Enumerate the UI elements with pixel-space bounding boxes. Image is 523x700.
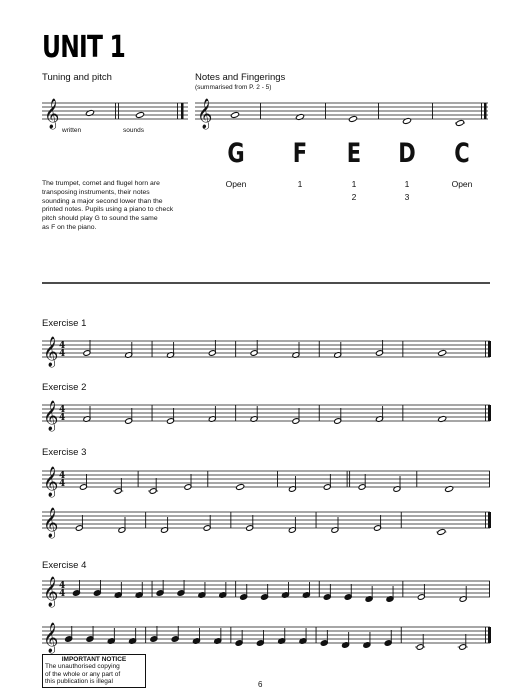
whole-note	[230, 111, 239, 118]
bar-line	[401, 512, 402, 528]
fingerings-heading: Notes and Fingerings	[195, 72, 286, 83]
unit-title: UNIT 1	[42, 30, 126, 65]
bar-line	[152, 581, 153, 597]
treble-clef-icon: 𝄞	[43, 623, 59, 653]
whole-note	[135, 111, 144, 118]
bar-line	[489, 581, 490, 597]
bar-line	[489, 471, 490, 487]
bar-line	[416, 471, 417, 487]
bar-line	[319, 581, 320, 597]
tuning-heading: Tuning and pitch	[42, 72, 112, 83]
fingering-line: Open	[451, 179, 473, 189]
time-signature-top: 4	[59, 581, 66, 591]
written-label: written	[62, 127, 82, 134]
fingering-line: 1	[297, 179, 303, 189]
whole-note	[455, 119, 464, 126]
text-line: sounding a major second lower than the	[42, 197, 163, 205]
bar-line	[260, 103, 261, 119]
sounds-label: sounds	[123, 127, 144, 134]
whole-note	[437, 528, 446, 535]
copyright-notice	[42, 654, 146, 688]
bar-line	[316, 512, 317, 528]
bar-line	[235, 581, 236, 597]
bar-line	[319, 341, 320, 357]
text-line: pitch should play G to sound the same	[42, 215, 158, 223]
bar-line	[481, 103, 482, 119]
time-signature-bottom: 4	[59, 589, 66, 599]
whole-note	[438, 349, 447, 356]
bar-line	[230, 512, 231, 528]
fingering-line: 3	[404, 191, 410, 202]
text-line: transposing instruments, their notes	[42, 188, 150, 196]
notice-line: The unauthorised copying	[45, 663, 120, 671]
bar-line	[277, 471, 278, 487]
exercise-1-label: Exercise 1	[42, 318, 87, 329]
treble-clef-icon: 𝄞	[44, 99, 60, 129]
fingering-line: Open	[225, 179, 247, 189]
treble-clef-icon: 𝄞	[43, 467, 59, 497]
notice-line: of the whole or any part of	[45, 670, 121, 678]
bar-line	[115, 103, 116, 119]
note-letter-e: E	[346, 138, 362, 169]
bar-line	[319, 405, 320, 421]
bar-line	[235, 405, 236, 421]
note-letter-d: D	[398, 138, 416, 169]
fingering-line: 1	[404, 179, 410, 189]
fingerings-subheading: (summarised from P. 2 - 5)	[195, 84, 272, 91]
bar-line	[402, 405, 403, 421]
treble-clef-icon: 𝄞	[197, 99, 213, 129]
time-signature-bottom: 4	[59, 479, 66, 489]
treble-clef-icon: 𝄞	[43, 401, 59, 431]
note-letter-g: G	[227, 138, 245, 169]
whole-note	[85, 109, 94, 116]
whole-note	[236, 483, 245, 490]
bar-line	[485, 627, 486, 643]
bar-line	[325, 103, 326, 119]
exercise-2-label: Exercise 2	[42, 382, 87, 393]
bar-line	[432, 103, 433, 119]
page-number: 6	[258, 680, 263, 689]
bar-line	[488, 405, 491, 421]
whole-note	[295, 113, 304, 120]
fingering-line: 1	[351, 179, 357, 189]
treble-clef-icon: 𝄞	[43, 508, 59, 538]
bar-line	[152, 341, 153, 357]
note-letter-f: F	[292, 138, 308, 169]
bar-line	[378, 103, 379, 119]
bar-line	[145, 627, 146, 643]
bar-line	[488, 341, 491, 357]
notice-line: this publication is illegal	[45, 678, 113, 686]
bar-line	[402, 341, 403, 357]
bar-line	[484, 103, 487, 119]
bar-line	[349, 471, 350, 487]
exercise-4-label: Exercise 4	[42, 560, 87, 571]
bar-line	[145, 512, 146, 528]
whole-note	[438, 415, 447, 422]
text-line: as F on the piano.	[42, 224, 97, 232]
time-signature-top: 4	[59, 471, 66, 481]
bar-line	[207, 471, 208, 487]
time-signature-top: 4	[59, 341, 66, 351]
bar-line	[485, 341, 486, 357]
note-letter-c: C	[454, 138, 470, 169]
bar-line	[402, 581, 403, 597]
bar-line	[485, 405, 486, 421]
fingering-line: 2	[351, 191, 357, 202]
whole-note	[348, 115, 357, 122]
notice-title: IMPORTANT NOTICE	[61, 656, 127, 663]
bar-line	[347, 471, 348, 487]
bar-line	[485, 512, 486, 528]
whole-note	[402, 117, 411, 124]
exercise-3-label: Exercise 3	[42, 447, 87, 458]
bar-line	[488, 627, 491, 643]
bar-line	[316, 627, 317, 643]
time-signature-bottom: 4	[59, 413, 66, 423]
bar-line	[401, 627, 402, 643]
whole-note	[445, 485, 454, 492]
bar-line	[488, 512, 491, 528]
treble-clef-icon: 𝄞	[43, 337, 59, 367]
time-signature-top: 4	[59, 405, 66, 415]
bar-line	[181, 103, 184, 119]
time-signature-bottom: 4	[59, 349, 66, 359]
bar-line	[177, 103, 178, 119]
text-line: printed notes. Pupils using a piano to check	[42, 206, 174, 214]
bar-line	[235, 341, 236, 357]
text-line: The trumpet, cornet and flugel horn are	[42, 180, 160, 187]
bar-line	[138, 471, 139, 487]
bar-line	[152, 405, 153, 421]
bar-line	[230, 627, 231, 643]
bar-line	[118, 103, 119, 119]
treble-clef-icon: 𝄞	[43, 577, 59, 607]
